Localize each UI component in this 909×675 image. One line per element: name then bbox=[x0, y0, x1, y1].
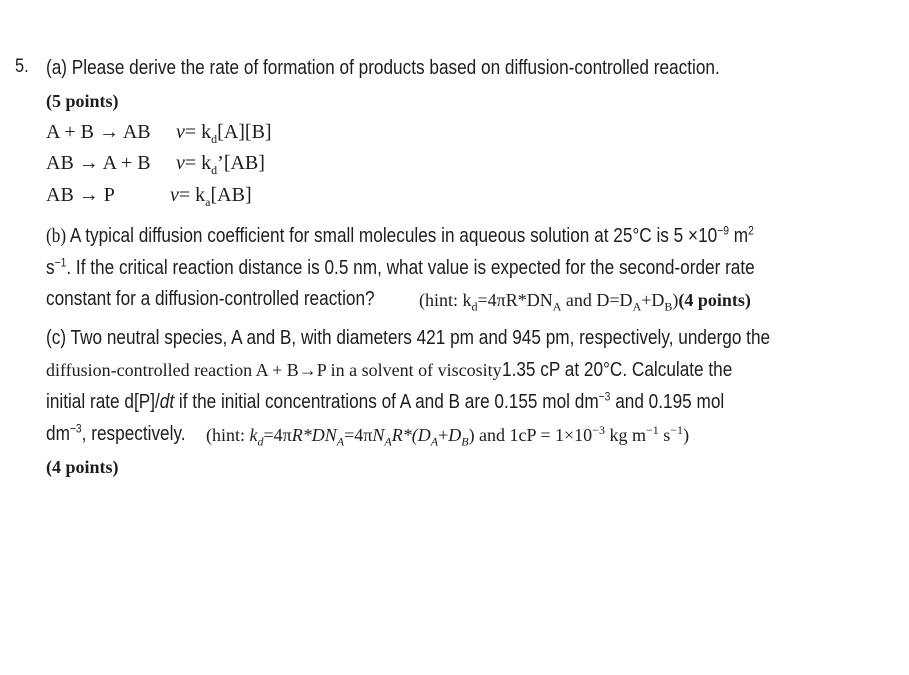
equation-2-rate: $v= k_d’[AB]$ bbox=[176, 152, 265, 177]
part-a-points: (5 points) bbox=[46, 91, 119, 111]
part-c-line-3: initial rate d[P]/dt if the initial concentrations of A and B are 0.155 mol $dm^{-3}$ and 0.195 mol bbox=[46, 389, 725, 413]
part-b-line-1: (b) A typical diffusion coefficient for small molecules in aqueous solution at 25°C is $5 \times 10^{-9}$ $m^2$ bbox=[46, 223, 754, 247]
part-c-hint: (hint: $k_d=4\pi R*DN_A=4\pi N_AR*(D_A+D_B)$ and $1cP = 1\times 10^{-3}$ kg $m^{-1}$ $s^{-1}$) bbox=[206, 423, 690, 449]
part-c-line-2: diffusion-controlled reaction A + B→P in a solvent of viscosity1.35 cP at 20°C. Calculate the bbox=[46, 359, 732, 381]
part-a-prompt: (a) Please derive the rate of formation of products based on diffusion-controlled reaction. bbox=[46, 57, 720, 79]
equation-row-1 bbox=[46, 120, 272, 144]
part-c-line-1: (c) Two neutral species, A and B, with diameters 421 pm and 945 pm, respectively, undergo the bbox=[46, 327, 771, 349]
part-b-line-2: $s^{-1}$. If the critical reaction distance is 0.5 nm, what value is expected for the second-order rate bbox=[46, 255, 755, 279]
part-b-line-3: constant for a diffusion-controlled reaction? bbox=[46, 288, 375, 310]
equation-row-2 bbox=[46, 151, 265, 175]
equation-3-rate: $v= k_a[AB]$ bbox=[170, 184, 252, 209]
part-b-points: (4 points) bbox=[678, 290, 751, 310]
part-c-line-4: $dm^{-3}$, respectively. bbox=[46, 421, 186, 445]
equation-1-rate: $v= k_d[A][B]$ bbox=[176, 121, 272, 146]
part-c-points: (4 points) bbox=[46, 457, 119, 477]
equation-3-reaction: AB → P bbox=[46, 184, 115, 206]
equation-row-3 bbox=[46, 183, 252, 207]
equation-2-reaction: AB → A + B bbox=[46, 152, 151, 174]
question-number: 5. bbox=[15, 56, 29, 77]
part-b-hint: (hint: $k_d=4\pi R*DN_A$ and $D=D_A+D_B)(4$ points) bbox=[419, 290, 751, 314]
equation-1-reaction: A + B → AB bbox=[46, 121, 151, 143]
